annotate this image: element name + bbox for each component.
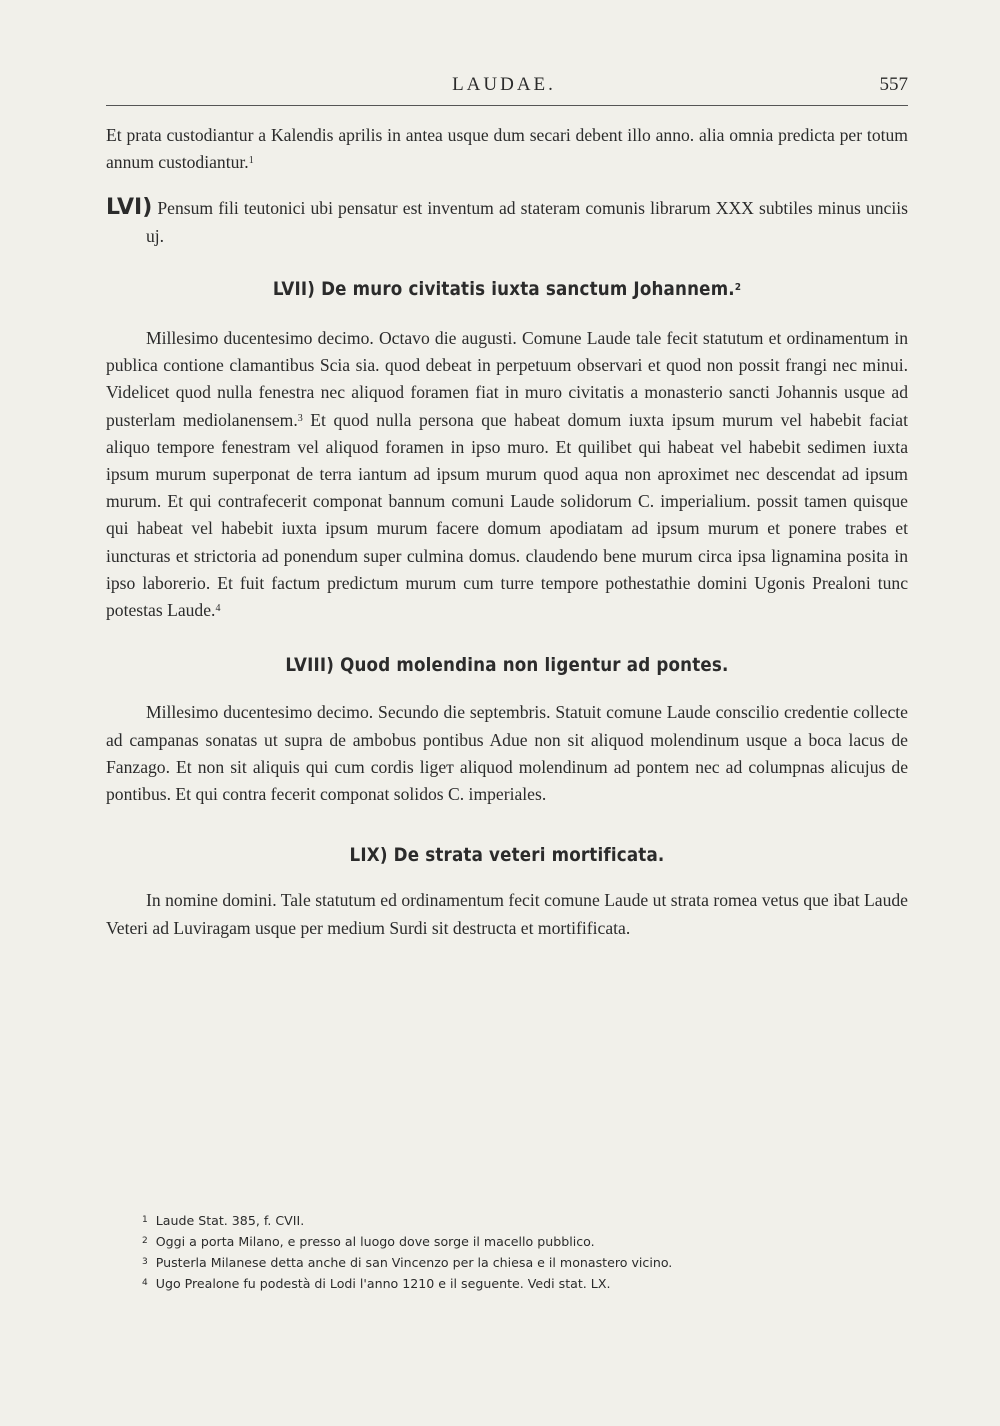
item-59-paragraph: In nomine domini. Tale statutum ed ordinamentum fecit comune Laude ut strata romea vetus que ibat Laude Veteri ad Luviragam usque per medium Surdi sit destructa et mortifificata. — [106, 890, 908, 938]
footnotes — [142, 1210, 672, 1294]
footnote — [142, 1252, 672, 1273]
footnote-mark: 3 — [142, 1257, 148, 1267]
footnote-ref-3: 3 — [297, 412, 303, 424]
item-57-heading-text: LVII) De muro civitatis iuxta sanctum Johannem. — [272, 277, 735, 300]
item-57-text-b: Et quod nulla persona que habeat domum iuxta ipsum murum vel habebit faciat aliquo tempore fenestram vel aliquod foramen in ipso muro. Et quilibet qui habeat vel habebit sedimen iuxta ipsum murum superponat de terra iantum ad ipsum murum quod aqua non aproximet nec descendat ad ipsum murum. Et qui contrafecerit componat bannum comuni Laude solidorum C. imperialium. possit tamen quisque qui habeat vel habebit iuxta ipsum murum facere domum apodiatam ad ipsum murum et ponere trabes et iuncturas et strictoria ad ponendum super culmina domus. claudendo bene murum circa ipsa lignamina posita in ipso laborerio. Et fuit factum predictum murum cum turre tempore pothestathie domini Ugonis Prealoni tunc potestas Laude. — [106, 409, 909, 621]
item-56-text: Pensum fili teutonici ubi pensatur est inventum ad stateram comunis librarum XXX subtiles minus unciis uj. — [146, 198, 908, 246]
intro-paragraph — [106, 122, 908, 176]
footnote-mark: 2 — [142, 1236, 148, 1246]
item-56-paragraph — [106, 194, 908, 249]
page-number: 557 — [879, 74, 908, 95]
footnote-text: Laude Stat. 385, f. CVII. — [155, 1213, 305, 1228]
footnote — [142, 1210, 672, 1231]
footnote-mark: 1 — [142, 1215, 148, 1225]
text-body — [106, 122, 908, 942]
footnote-ref-2: 2 — [734, 281, 742, 293]
item-56-number: LVI) — [106, 195, 153, 221]
footnote-text: Oggi a porta Milano, e presso al luogo dove sorge il macello pubblico. — [155, 1234, 595, 1249]
footnote-ref-4: 4 — [215, 603, 221, 615]
footnote — [142, 1231, 672, 1252]
item-57-text-a: Millesimo ducentesimo decimo. Octavo die augusti. Comune Laude tale fecit statutum et ordinamentum in publica contione clamantibus Scia sia. quod debeat in perpetuum observari et quod non possit frangi nec minui. Videlicet quod nulla fenestra nec aliquod foramen fiat in muro civitatis a monasterio sancti Johannis usque ad pusterlam mediolanensem. — [106, 328, 908, 430]
book-page — [100, 64, 909, 1291]
item-58-paragraph: Millesimo ducentesimo decimo. Secundo die septembris. Statuit comune Laude conscilio credentie collecte ad campanas sonatas ut supra de ambobus pontibus Adue non sit aliquod molendinum usque a boca lacus de Fanzago. Et non sit aliquis qui cum cordis ligет aliquod molendinum ad pontem nec ad columpnas alicujus de pontibus. Et qui contra fecerit componat solidos C. imperiales. — [106, 702, 908, 805]
footnote-text: Pusterla Milanese detta anche di san Vincenzo per la chiesa e il monastero vicino. — [155, 1255, 673, 1270]
item-59-heading: LIX) De strata veteri mortificata. — [349, 844, 665, 867]
header-rule — [106, 105, 908, 106]
running-head — [100, 64, 908, 100]
running-title: LAUDAE. — [452, 74, 556, 95]
item-57-heading — [154, 276, 860, 303]
footnote-text: Ugo Prealone fu podestà di Lodi l'anno 1210 e il seguente. Vedi stat. LX. — [155, 1276, 611, 1291]
footnote — [142, 1273, 672, 1294]
item-58-heading: LVIII) Quod molendina non ligentur ad pontes. — [285, 654, 729, 677]
footnote-mark: 4 — [142, 1278, 148, 1288]
intro-text: Et prata custodiantur a Kalendis aprilis in antea usque dum secari debent illo anno. alia omnia predicta per totum annum custodiantur. — [106, 125, 908, 173]
footnote-ref-1: 1 — [248, 155, 254, 167]
item-57-paragraph — [106, 325, 908, 624]
